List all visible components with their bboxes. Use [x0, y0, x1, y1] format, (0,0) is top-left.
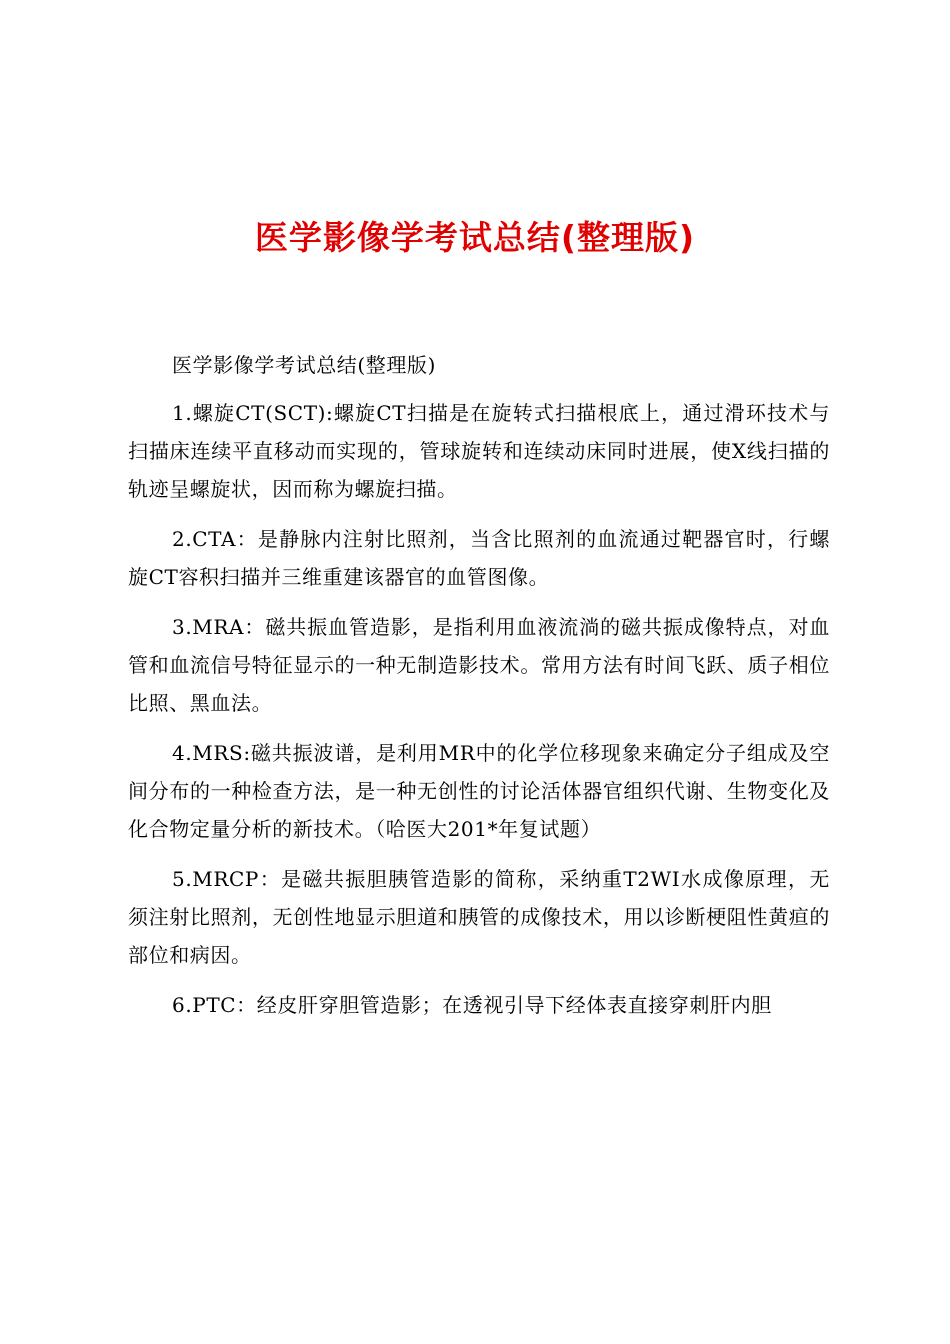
paragraph-mrcp: 5.MRCP：是磁共振胆胰管造影的简称，采纳重T2WI水成像原理，无须注射比照剂，无创性地显示胆道和胰管的成像技术，用以诊断梗阻性黄疸的部位和病因。 [128, 867, 830, 967]
paragraph-mra: 3.MRA：磁共振血管造影，是指利用血液流淌的磁共振成像特点，对血管和血流信号特征显示的一种无制造影技术。常用方法有时间飞跃、质子相位比照、黑血法。 [128, 615, 830, 715]
paragraph-ptc: 6.PTC：经皮肝穿胆管造影；在透视引导下经体表直接穿刺肝内胆 [172, 993, 772, 1017]
document-body [128, 346, 830, 1036]
document-title: 医学影像学考试总结(整理版) [254, 218, 696, 257]
document-subtitle: 医学影像学考试总结(整理版) [172, 353, 437, 377]
paragraph-sct: 1.螺旋CT(SCT):螺旋CT扫描是在旋转式扫描根底上，通过滑环技术与扫描床连续平直移动而实现的，管球旋转和连续动床同时进展，使X线扫描的轨迹呈螺旋状，因而称为螺旋扫描。 [128, 401, 830, 501]
paragraph-cta: 2.CTA：是静脉内注射比照剂，当含比照剂的血流通过靶器官时，行螺旋CT容积扫描并三维重建该器官的血管图像。 [128, 527, 830, 589]
paragraph-mrs: 4.MRS:磁共振波谱，是利用MR中的化学位移现象来确定分子组成及空间分布的一种检查方法，是一种无创性的讨论活体器官组织代谢、生物变化及化合物定量分析的新技术。（哈医大201*年复试题） [128, 741, 830, 841]
